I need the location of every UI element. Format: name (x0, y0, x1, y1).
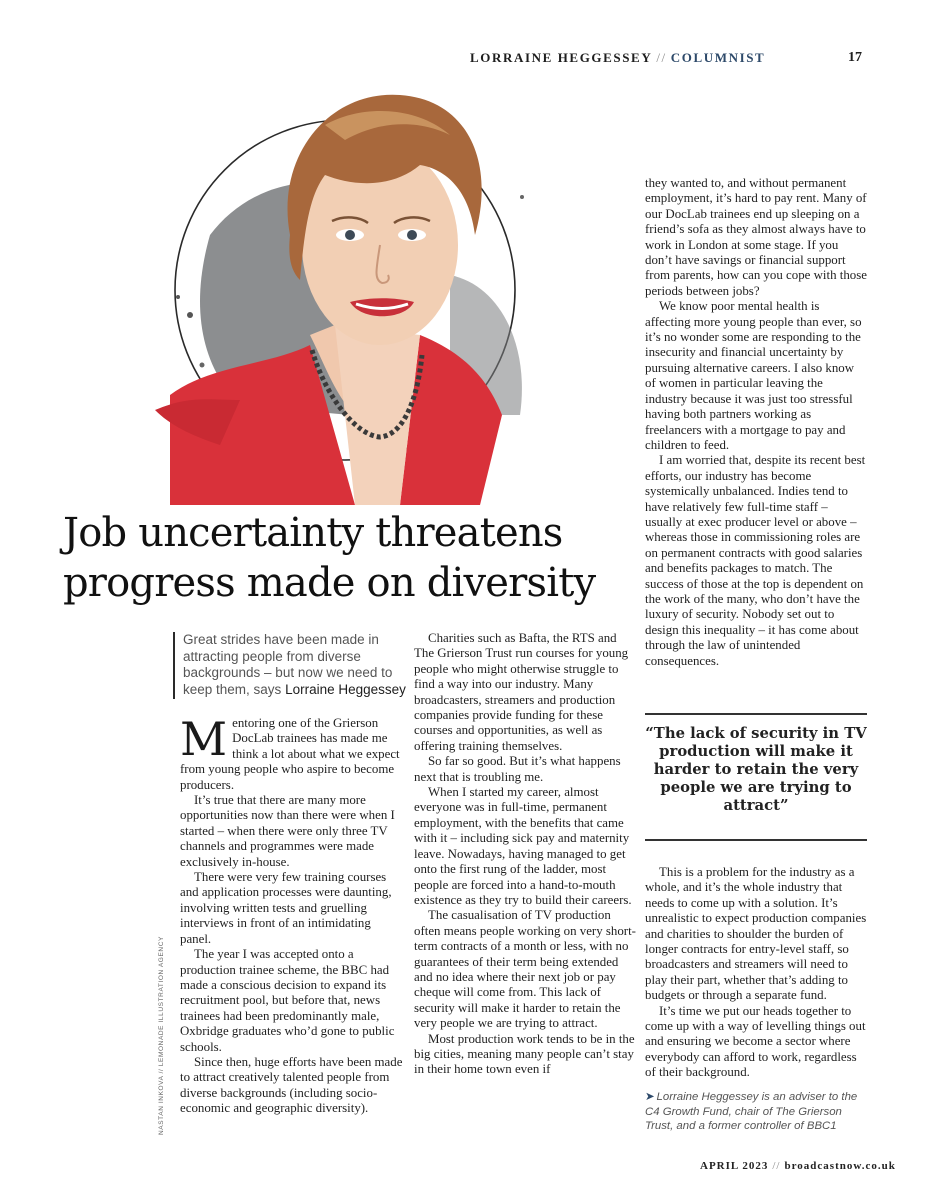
page-number: 17 (848, 50, 862, 65)
paragraph: Charities such as Bafta, the RTS and The Grierson Trust run courses for young people who might otherwise struggle to find a way into our industry. Many broadcasters, streamers and production companies provide funding for these courses and opportunities, as well as offering training themselves. (414, 631, 629, 753)
standfirst-byline: Lorraine Heggessey (285, 681, 406, 697)
illustration-credit: NASTAN INKOVA // LEMONADE ILLUSTRATION AGENCY (158, 936, 165, 1135)
body-column-3-continued (645, 865, 867, 1081)
arrow-right-icon: ➤ (645, 1091, 655, 1103)
header-author: LORRAINE HEGGESSEY (470, 50, 653, 65)
pullquote: “The lack of security in TV production will make it harder to retain the very people we are trying to attract” (645, 725, 867, 814)
paragraph: We know poor mental health is affecting more young people than ever, so it’s no wonder some are responding to the insecurity and financial uncertainty by pursuing alternative careers. I also know of women in particular leaving the industry because it was just too stressful having both partners working as freelancers with a mortgage to pay and children to feed. (645, 299, 862, 452)
paragraph: When I started my career, almost everyone was in full-time, permanent employment, with the benefits that came with it – including sick pay and maternity leave. Nowadays, having managed to get onto the first rung of the ladder, most people are forced into a hand-to-mouth existence as they try to build their careers. (414, 785, 632, 907)
paragraph: Most production work tends to be in the big cities, meaning many people can’t stay in their home town even if (414, 1031, 635, 1077)
author-note-text: Lorraine Heggessey is an adviser to the C4 Growth Fund, chair of The Grierson Trust, and a former controller of BBC1 (645, 1091, 858, 1133)
headline (63, 508, 623, 608)
paragraph: I am worried that, despite its recent best efforts, our industry has become systemically unbalanced. Indies tend to have relatively few full-time staff – usually at exec producer level or above – whereas those in commissioning roles are on permanent contracts with good salaries and benefits packages to match. The success of those at the top is dependent on the work of the many, who don’t have the luxury of security. Nobody set out to design this inequality – it has come about through the law of unintended consequences. (645, 453, 866, 668)
body-column-1 (180, 712, 404, 1117)
standfirst (183, 632, 413, 698)
paragraph: Since then, huge efforts have been made to attract creatively talented people from diverse backgrounds (including socio-economic and geographic diversity). (180, 1054, 403, 1116)
header-section: COLUMNIST (670, 50, 766, 65)
drop-cap: M (180, 712, 228, 766)
portrait-illustration-icon (150, 65, 630, 515)
paragraph: The year I was accepted onto a production trainee scheme, the BBC had made a conscious decision to expand its recruitment pool, but before that, news trainees had been predominantly male, Oxbridge graduates who’d gone to public schools. (180, 947, 395, 1054)
running-head (470, 50, 765, 66)
header-separator: // (656, 50, 667, 65)
body-column-2 (414, 631, 636, 1078)
paragraph: they wanted to, and without permanent employment, it’s hard to pay rent. Many of our DocLab trainees end up sleeping on a friend’s sofa as they almost always have to work in London at some stage. If you don’t have savings or financial support from parents, how can you cope with those periods between jobs? (645, 176, 867, 298)
page-footer (700, 1160, 896, 1172)
paragraph: It’s true that there are many more opportunities now than there were when I started – when there were only three TV channels and programmes were made exclusively in-house. (180, 793, 395, 869)
paragraph: So far so good. But it’s what happens next that is troubling me. (414, 754, 621, 784)
paragraph: Mentoring one of the Grierson DocLab trainees has made me think a lot about what we expect from young people who aspire to become producers. (180, 712, 400, 792)
paragraph: This is a problem for the industry as a whole, and it’s the whole industry that needs to come up with a solution. It’s unrealistic to expect production companies and charities to shoulder the burden of longer contracts for entry-level staff, so broadcasters and streamers will need to play their part, whether that’s adding to budgets or through a separate fund. (645, 865, 867, 1003)
paragraph: The casualisation of TV production often means people working on very short-term contracts of a month or less, with no guarantees of their term being extended and no idea where their next job or pay cheque will come from. This lack of security will make it harder to retain the very people we are trying to attract. (414, 908, 636, 1031)
headline-line-2: progress made on diversity (63, 560, 596, 606)
footer-issue: APRIL 2023 (700, 1160, 769, 1172)
footer-separator: // (772, 1160, 781, 1172)
standfirst-text: Great strides have been made in attracting people from diverse backgrounds – but now we need to keep them, says (183, 632, 393, 697)
paragraph: There were very few training courses and application processes were daunting, involving written tests and gruelling interviews in front of an intimidating panel. (180, 870, 392, 946)
footer-site: broadcastnow.co.uk (784, 1160, 896, 1172)
standfirst-rule (173, 632, 175, 699)
pullquote-top-rule (645, 713, 867, 715)
pullquote-bottom-rule (645, 839, 867, 841)
paragraph: It’s time we put our heads together to come up with a way of levelling things out and ensuring we become a sector where everybody can afford to work, regardless of their background. (645, 1003, 866, 1080)
headline-line-1: Job uncertainty threatens (63, 510, 563, 556)
body-column-3 (645, 176, 867, 669)
author-note (645, 1090, 870, 1134)
